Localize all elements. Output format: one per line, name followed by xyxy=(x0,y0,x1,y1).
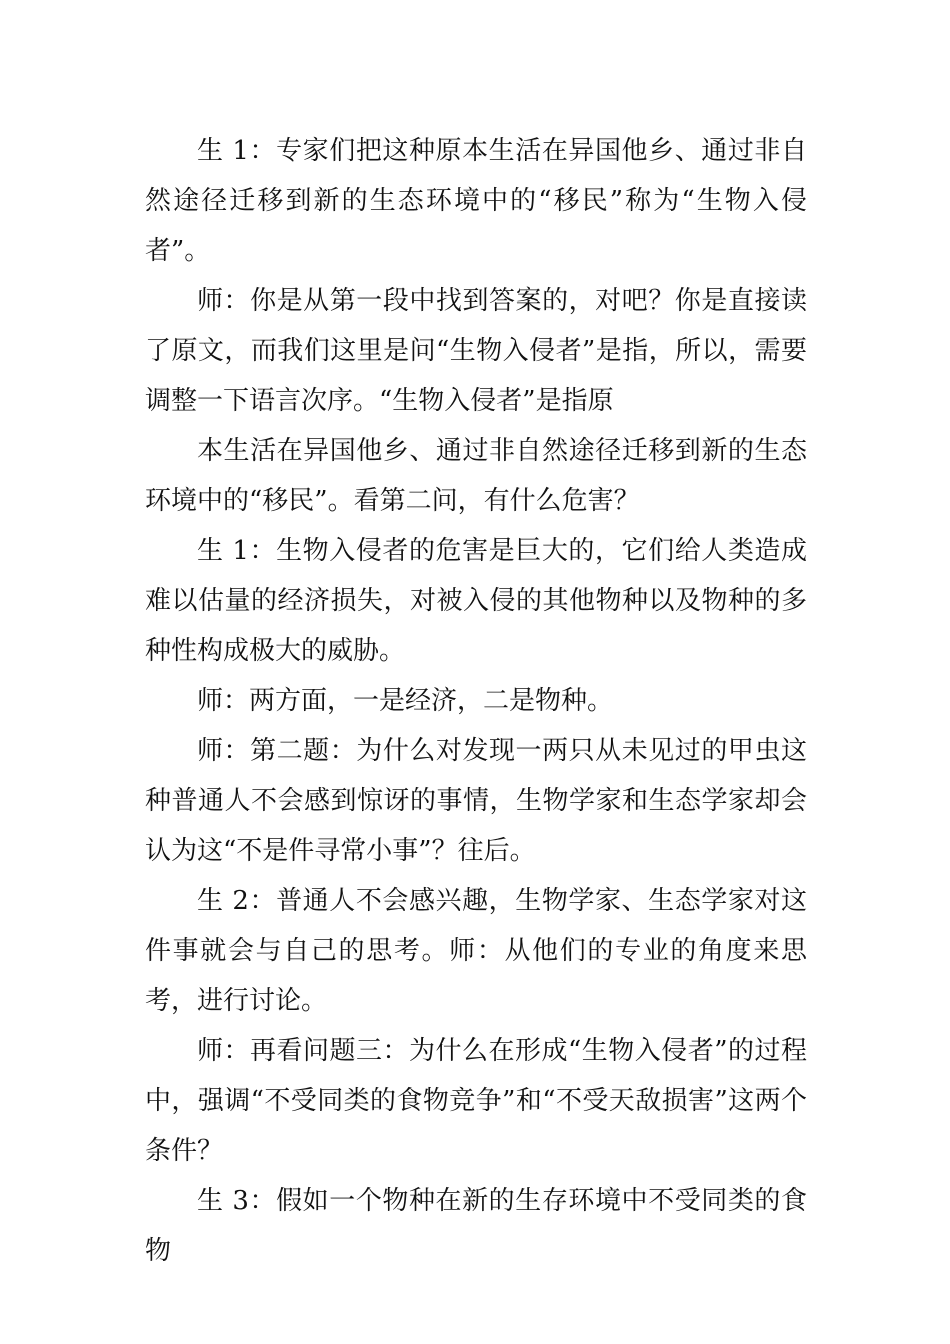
document-page xyxy=(145,126,807,1276)
paragraph-4: 生 1：生物入侵者的危害是巨大的，它们给人类造成难以估量的经济损失，对被入侵的其他物种以及物种的多种性构成极大的威胁。 xyxy=(145,536,807,666)
paragraph-7: 生 2：普通人不会感兴趣，生物学家、生态学家对这件事就会与自己的思考。师：从他们的专业的角度来思考，进行讨论。 xyxy=(145,886,807,1016)
paragraph-8: 师：再看问题三：为什么在形成“生物入侵者”的过程中，强调“不受同类的食物竞争”和“不受天敌损害”这两个条件？ xyxy=(145,1036,807,1166)
paragraph-9: 生 3：假如一个物种在新的生存环境中不受同类的食物 xyxy=(145,1186,807,1266)
paragraph-2: 师：你是从第一段中找到答案的，对吧？你是直接读了原文，而我们这里是问“生物入侵者”是指，所以，需要调整一下语言次序。“生物入侵者”是指原 xyxy=(145,286,807,416)
paragraph-5: 师：两方面，一是经济，二是物种。 xyxy=(197,686,614,716)
paragraph-3: 本生活在异国他乡、通过非自然途径迁移到新的生态环境中的“移民”。看第二问，有什么危害？ xyxy=(145,436,807,516)
paragraph-1: 生 1：专家们把这种原本生活在异国他乡、通过非自然途径迁移到新的生态环境中的“移民”称为“生物入侵者”。 xyxy=(145,136,807,266)
paragraph-6: 师：第二题：为什么对发现一两只从未见过的甲虫这种普通人不会感到惊讶的事情，生物学家和生态学家却会认为这“不是件寻常小事”？往后。 xyxy=(145,736,807,866)
